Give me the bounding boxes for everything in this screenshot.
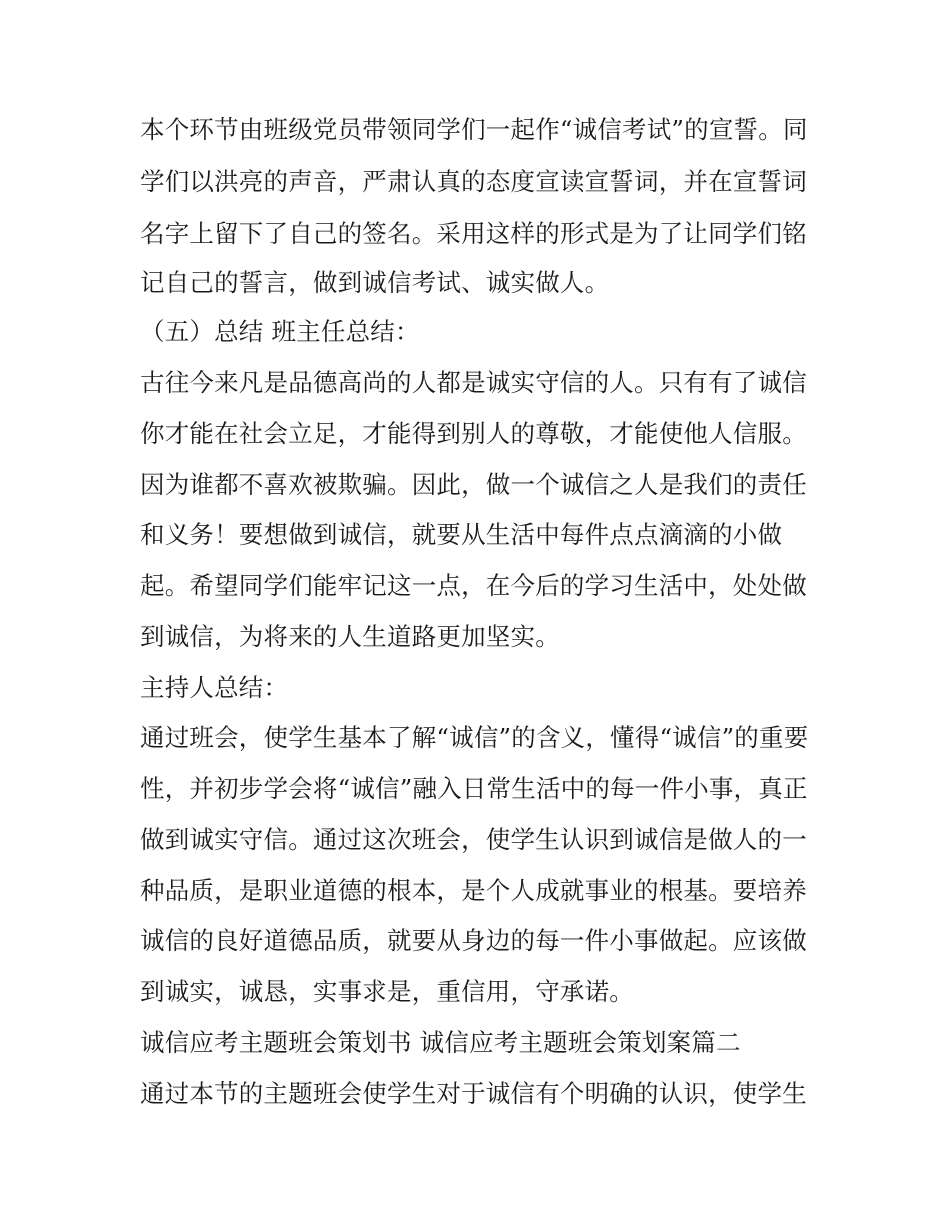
- text-line: 和义务！要想做到诚信，就要从生活中每件点点滴滴的小做: [140, 520, 783, 549]
- text-line: 诚信的良好道德品质，就要从身边的每一件小事做起。应该做: [140, 926, 807, 955]
- text-line: 起。希望同学们能牢记这一点，在今后的学习生活中，处处做: [140, 571, 807, 600]
- text-line: 本个环节由班级党员带领同学们一起作“诚信考试”的宣誓。同: [140, 115, 808, 144]
- text-line: 古往今来凡是品德高尚的人都是诚实守信的人。只有有了诚信: [140, 368, 807, 397]
- text-line: 做到诚实守信。通过这次班会，使学生认识到诚信是做人的一: [140, 825, 807, 854]
- text-line: 到诚信，为将来的人生道路更加坚实。: [140, 622, 560, 651]
- text-line: 记自己的誓言，做到诚信考试、诚实做人。: [140, 268, 610, 297]
- section-heading: 主持人总结：: [140, 673, 289, 702]
- text-line: 学们以洪亮的声音，严肃认真的态度宣读宣誓词，并在宣誓词: [140, 167, 807, 196]
- text-line: 通过班会，使学生基本了解“诚信”的含义，懂得“诚信”的重要: [140, 723, 809, 752]
- text-line: 名字上留下了自己的签名。采用这样的形式是为了让同学们铭: [140, 219, 807, 248]
- text-line: 因为谁都不喜欢被欺骗。因此，做一个诚信之人是我们的责任: [140, 470, 807, 499]
- text-line: 到诚实，诚恳，实事求是，重信用，守承诺。: [140, 977, 634, 1006]
- section-heading: （五）总结 班主任总结：: [140, 317, 420, 346]
- text-line: 种品质，是职业道德的根本，是个人成就事业的根基。要培养: [140, 876, 807, 905]
- text-line: 性，并初步学会将“诚信”融入日常生活中的每一件小事，真正: [140, 774, 808, 803]
- section-heading: 诚信应考主题班会策划书 诚信应考主题班会策划案篇二: [140, 1028, 741, 1057]
- text-line: 你才能在社会立足，才能得到别人的尊敬，才能使他人信服。: [140, 419, 807, 448]
- text-line: 通过本节的主题班会使学生对于诚信有个明确的认识，使学生: [140, 1079, 807, 1108]
